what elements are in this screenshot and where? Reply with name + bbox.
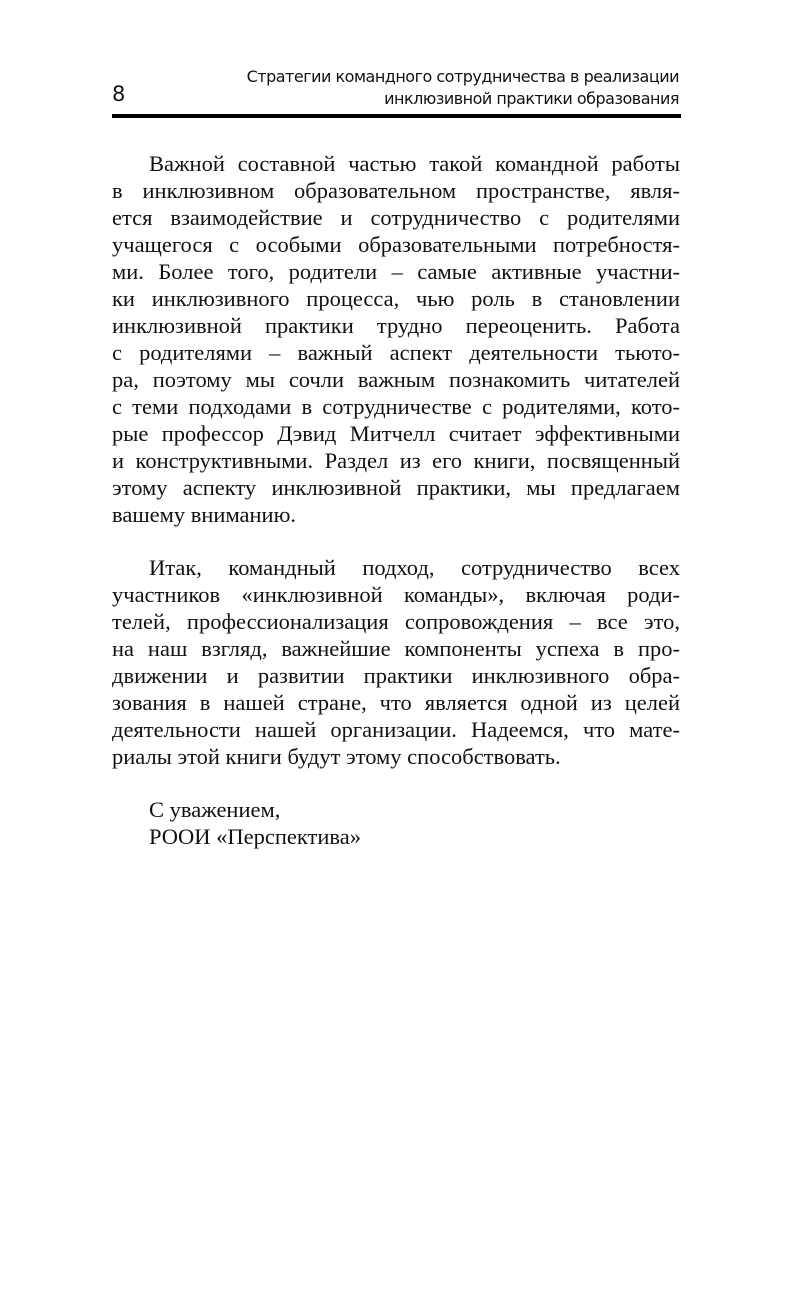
paragraph-2: [112, 554, 680, 770]
text-line: в инклюзивном образовательном пространстве, явля-: [112, 178, 680, 203]
text-line: ми. Более того, родители – самые активные участни-: [112, 259, 680, 284]
paragraph-gap: [112, 528, 680, 554]
text-line: ется взаимодействие и сотрудничество с родителями: [112, 205, 680, 230]
text-line: с теми подходами в сотрудничестве с родителями, кото-: [112, 394, 680, 419]
paragraph-1: [112, 150, 680, 528]
text-line: этому аспекту инклюзивной практики, мы предлагаем: [112, 475, 680, 500]
text-line: и конструктивными. Раздел из его книги, посвященный: [112, 448, 680, 473]
running-header-line-1: Стратегии командного сотрудничества в реализации: [246, 67, 679, 86]
text-line: вашему вниманию.: [112, 502, 297, 527]
text-line: участников «инклюзивной команды», включая роди-: [112, 582, 680, 607]
text-line: движении и развитии практики инклюзивного обра-: [112, 663, 680, 688]
body-text: [112, 150, 680, 850]
signature-organization: РООИ «Перспектива»: [149, 824, 361, 849]
signature-block: [112, 796, 680, 850]
text-line: риалы этой книги будут этому способствовать.: [112, 744, 561, 769]
text-line: рые профессор Дэвид Митчелл считает эффективными: [112, 421, 680, 446]
page-number: 8: [112, 82, 126, 106]
paragraph-gap: [112, 770, 680, 796]
text-line: учащегося с особыми образовательными потребностя-: [112, 232, 680, 257]
text-line: ки инклюзивного процесса, чью роль в становлении: [112, 286, 680, 311]
text-line: ра, поэтому мы сочли важным познакомить читателей: [112, 367, 680, 392]
text-line: деятельности нашей организации. Надеемся, что мате-: [112, 717, 680, 742]
header-divider: [112, 114, 681, 118]
text-line: Итак, командный подход, сотрудничество всех: [149, 555, 680, 580]
signature-closing: С уважением,: [149, 797, 281, 822]
text-line: Важной составной частью такой командной работы: [149, 151, 680, 176]
text-line: на наш взгляд, важнейшие компоненты успеха в про-: [112, 636, 680, 661]
text-line: с родителями – важный аспект деятельности тьюто-: [112, 340, 680, 365]
text-line: инклюзивной практики трудно переоценить. Работа: [112, 313, 680, 338]
text-line: зования в нашей стране, что является одной из целей: [112, 690, 680, 715]
running-header-line-2: инклюзивной практики образования: [384, 89, 679, 108]
running-header: [159, 66, 679, 110]
text-line: телей, профессионализация сопровождения – все это,: [112, 609, 680, 634]
